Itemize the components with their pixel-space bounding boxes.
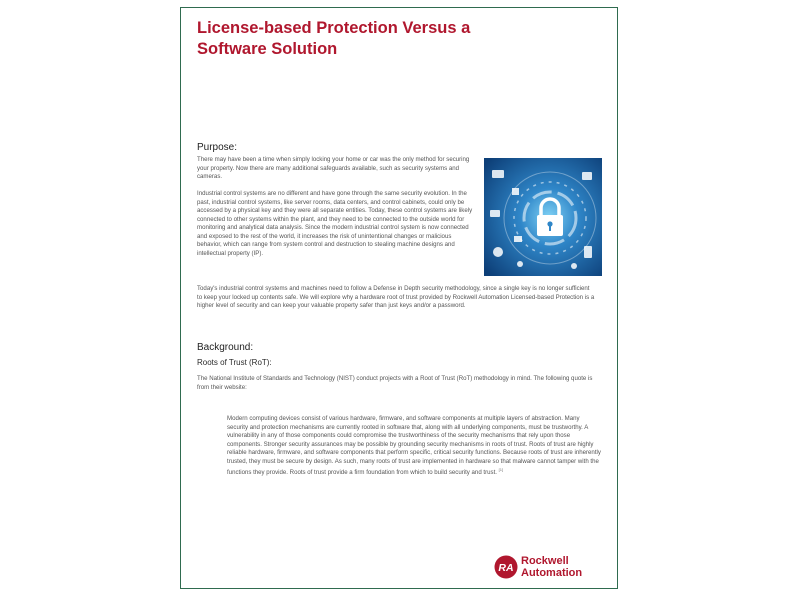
purpose-paragraph-2: Industrial control systems are no different and have gone through the same security evolution. In the past, industrial control systems, like server rooms, data centers, and control cabinets, could only be accessed by a physical key and they were all separate entities. Today, these control systems are likely connected to other systems within the plant, and they need to be connected to the outside world for monitoring and analytical data analysis. Since the modern industrial control system is now connected and exposed to the rest of the world, it increases the risk of unintentional changes or malicious behavior, which can range from system control and destruction to stealing machine designs and intellectual property (IP). [197,190,473,257]
camera-icon [514,236,522,242]
purpose-paragraph-3: Today's industrial control systems and machines need to follow a Defense in Depth security methodology, since a single key is no longer sufficient to keep your locked up contents safe. We will explore why a hardware root of trust provided by Rockwell Automation Licensed-based Protection is a higher level of security and can keep your valuable property safer than just keys and/or a password. [197,285,595,309]
rockwell-automation-logo [494,555,612,581]
monitor-icon [492,170,504,178]
network-node-icon [571,263,577,269]
logo-mark-text: RA [498,561,514,574]
logo-line-2: Automation [521,566,583,579]
logo-line-1: Rockwell [521,555,569,567]
nist-quote [227,415,601,478]
network-node-icon [517,261,523,267]
logo-wordmark [521,556,582,579]
chip-icon [512,188,519,195]
roots-of-trust-subheading: Roots of Trust (RoT): [197,358,272,367]
gear-icon [493,247,503,257]
nist-quote-text: Modern computing devices consist of various hardware, firmware, and software components at multiple layers of abstraction. Many security and protection mechanisms are currently rooted in software that, along with all underlying components, must be trustworthy. A vulnerability in any of those components could compromise the trustworthiness of the security mechanisms that rely upon those components. Stronger security assurances may be possible by grounding security mechanisms in roots of trust. Roots of trust are highly reliable hardware, firmware, and software components that perform specific, critical security functions. Because roots of trust are inherently trusted, they must be secure by design. As such, many roots of trust are implemented in hardware so that malware cannot tamper with the functions they provide. Roots of trust provide a firm foundation from which to build security and trust. [227,415,601,477]
ra-logo-mark-icon [494,555,518,579]
quote-reference: [1] [498,467,504,472]
purpose-paragraph-1: There may have been a time when simply locking your home or car was the only method for securing your property. Now there are many additional safeguards available, such as security systems and cameras. [197,156,470,180]
laptop-icon [490,210,500,217]
background-intro: The National Institute of Standards and Technology (NIST) conduct projects with a Root of Trust (RoT) methodology in mind. The following quote is from their website: [197,375,593,391]
envelope-icon [582,172,592,180]
phone-icon [584,246,592,258]
document-title: License-based Protection Versus a Software Solution [197,19,471,58]
document-page [180,7,618,589]
purpose-heading: Purpose: [197,142,238,153]
background-heading: Background: [197,342,254,353]
security-lock-illustration [484,158,602,276]
